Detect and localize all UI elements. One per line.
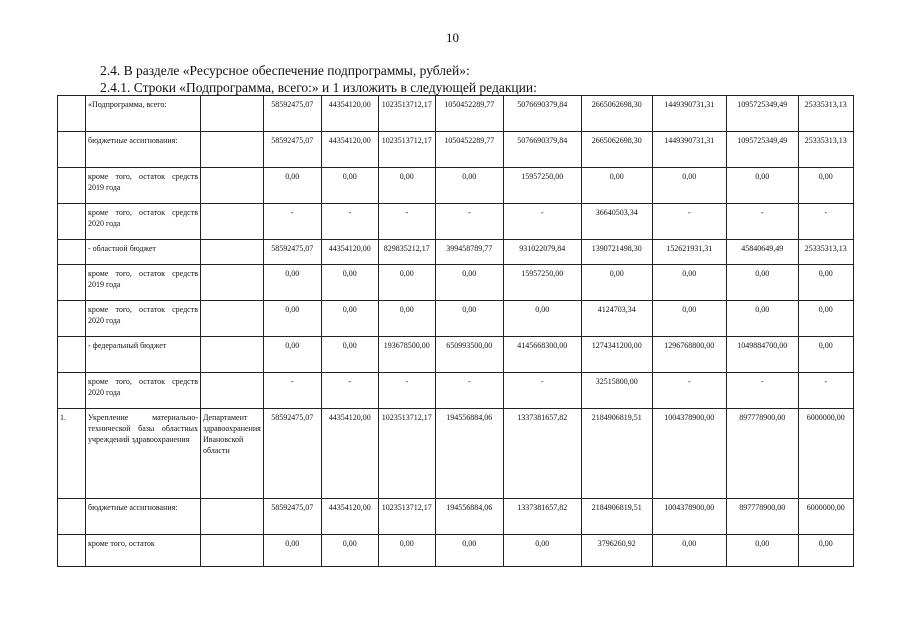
table-row [58, 132, 854, 168]
value-cell: - [263, 204, 321, 240]
value-cell: 1023513712,17 [378, 409, 435, 499]
row-label: кроме того, остаток средств 2019 года [86, 265, 201, 301]
row-label: кроме того, остаток средств 2020 года [86, 204, 201, 240]
value-cell: 2665062698,30 [581, 96, 652, 132]
value-cell: 0,00 [263, 265, 321, 301]
row-label: кроме того, остаток средств 2020 года [86, 373, 201, 409]
row-label: «Подпрограмма, всего: [86, 96, 201, 132]
row-label: кроме того, остаток средств 2020 года [86, 301, 201, 337]
value-cell: 2184906819,51 [581, 409, 652, 499]
value-cell: - [726, 204, 798, 240]
value-cell: 5076690379,84 [503, 132, 581, 168]
value-cell: 44354120,00 [321, 240, 378, 265]
value-cell: 0,00 [652, 265, 726, 301]
value-cell: 1449390731,31 [652, 96, 726, 132]
value-cell: - [726, 373, 798, 409]
value-cell: 0,00 [726, 535, 798, 567]
row-organization [201, 535, 264, 567]
value-cell: 0,00 [263, 337, 321, 373]
row-organization [201, 240, 264, 265]
value-cell: 0,00 [726, 168, 798, 204]
value-cell: 1337381657,82 [503, 409, 581, 499]
value-cell: 1004378900,00 [652, 499, 726, 535]
value-cell: - [435, 373, 503, 409]
resource-table [57, 95, 854, 567]
row-label: кроме того, остаток [86, 535, 201, 567]
value-cell: - [503, 373, 581, 409]
value-cell: 0,00 [652, 535, 726, 567]
row-number [58, 96, 86, 132]
value-cell: 1023513712,17 [378, 96, 435, 132]
value-cell: - [652, 373, 726, 409]
value-cell: 194556884,06 [435, 409, 503, 499]
row-label: бюджетные ассигнования: [86, 132, 201, 168]
table-row [58, 265, 854, 301]
value-cell: - [798, 373, 853, 409]
table-row [58, 373, 854, 409]
value-cell: 897778900,00 [726, 499, 798, 535]
value-cell: 4145668300,00 [503, 337, 581, 373]
row-number [58, 204, 86, 240]
value-cell: 0,00 [652, 301, 726, 337]
value-cell: 1050452289,77 [435, 132, 503, 168]
value-cell: 1095725349,49 [726, 96, 798, 132]
value-cell: 2184906819,51 [581, 499, 652, 535]
value-cell: 1004378900,00 [652, 409, 726, 499]
row-organization [201, 96, 264, 132]
value-cell: - [378, 204, 435, 240]
row-number [58, 168, 86, 204]
value-cell: 0,00 [581, 168, 652, 204]
value-cell: 1390721498,30 [581, 240, 652, 265]
value-cell: 58592475,07 [263, 96, 321, 132]
value-cell: - [435, 204, 503, 240]
value-cell: 650993500,00 [435, 337, 503, 373]
value-cell: 15957250,00 [503, 168, 581, 204]
value-cell: 0,00 [378, 535, 435, 567]
row-number [58, 265, 86, 301]
value-cell: 25335313,13 [798, 132, 853, 168]
value-cell: 6000000,00 [798, 409, 853, 499]
row-number: 1. [58, 409, 86, 499]
value-cell: 5076690379,84 [503, 96, 581, 132]
row-label: - областной бюджет [86, 240, 201, 265]
row-label: - федеральный бюджет [86, 337, 201, 373]
value-cell: 0,00 [726, 265, 798, 301]
value-cell: 58592475,07 [263, 240, 321, 265]
row-number [58, 240, 86, 265]
value-cell: 0,00 [798, 535, 853, 567]
value-cell: 0,00 [263, 535, 321, 567]
value-cell: 44354120,00 [321, 409, 378, 499]
table-row [58, 499, 854, 535]
value-cell: 1049884700,00 [726, 337, 798, 373]
table-row [58, 168, 854, 204]
value-cell: 931022079,84 [503, 240, 581, 265]
row-label: бюджетные ассигнования: [86, 499, 201, 535]
value-cell: 1449390731,31 [652, 132, 726, 168]
value-cell: 0,00 [321, 265, 378, 301]
table-row [58, 96, 854, 132]
value-cell: 0,00 [798, 301, 853, 337]
value-cell: 1274341200,00 [581, 337, 652, 373]
value-cell: 0,00 [798, 265, 853, 301]
value-cell: 1050452289,77 [435, 96, 503, 132]
row-organization: Департамент здравоохранения Ивановской области [201, 409, 264, 499]
value-cell: 0,00 [435, 535, 503, 567]
value-cell: - [321, 373, 378, 409]
value-cell: 58592475,07 [263, 409, 321, 499]
value-cell: 0,00 [652, 168, 726, 204]
row-number [58, 301, 86, 337]
value-cell: 152621931,31 [652, 240, 726, 265]
subsection-heading: 2.4.1. Строки «Подпрограмма, всего:» и 1 изложить в следующей редакции: [100, 80, 537, 95]
row-organization [201, 168, 264, 204]
value-cell: 0,00 [321, 337, 378, 373]
value-cell: 0,00 [378, 265, 435, 301]
row-label: Укрепление материально-технической базы областных учреждений здравоохранения [86, 409, 201, 499]
value-cell: 1095725349,49 [726, 132, 798, 168]
value-cell: 36640503,34 [581, 204, 652, 240]
value-cell: 3796260,92 [581, 535, 652, 567]
value-cell: 0,00 [503, 535, 581, 567]
value-cell: 193678500,00 [378, 337, 435, 373]
value-cell: 4124703,34 [581, 301, 652, 337]
row-number [58, 535, 86, 567]
value-cell: 399458789,77 [435, 240, 503, 265]
table-row [58, 204, 854, 240]
value-cell: - [798, 204, 853, 240]
value-cell: 44354120,00 [321, 96, 378, 132]
row-organization [201, 132, 264, 168]
value-cell: 0,00 [321, 535, 378, 567]
value-cell: 25335313,13 [798, 240, 853, 265]
value-cell: 1296768800,00 [652, 337, 726, 373]
row-label: кроме того, остаток средств 2019 года [86, 168, 201, 204]
table-row [58, 337, 854, 373]
value-cell: 194556884,06 [435, 499, 503, 535]
value-cell: 44354120,00 [321, 499, 378, 535]
row-number [58, 373, 86, 409]
value-cell: - [378, 373, 435, 409]
value-cell: 0,00 [435, 301, 503, 337]
value-cell: - [321, 204, 378, 240]
value-cell: - [263, 373, 321, 409]
value-cell: 25335313,13 [798, 96, 853, 132]
value-cell: 1023513712,17 [378, 132, 435, 168]
table-row [58, 301, 854, 337]
value-cell: 829835212,17 [378, 240, 435, 265]
value-cell: 0,00 [435, 265, 503, 301]
value-cell: 0,00 [503, 301, 581, 337]
section-heading: 2.4. В разделе «Ресурсное обеспечение подпрограммы, рублей»: [100, 63, 470, 78]
row-number [58, 337, 86, 373]
value-cell: 45840649,49 [726, 240, 798, 265]
row-organization [201, 499, 264, 535]
value-cell: 0,00 [378, 168, 435, 204]
value-cell: 6000000,00 [798, 499, 853, 535]
value-cell: 897778900,00 [726, 409, 798, 499]
value-cell: 0,00 [798, 168, 853, 204]
value-cell: - [652, 204, 726, 240]
value-cell: 0,00 [263, 168, 321, 204]
value-cell: 0,00 [378, 301, 435, 337]
value-cell: 0,00 [263, 301, 321, 337]
table-row [58, 409, 854, 499]
value-cell: 1337381657,82 [503, 499, 581, 535]
value-cell: - [503, 204, 581, 240]
value-cell: 0,00 [581, 265, 652, 301]
value-cell: 58592475,07 [263, 499, 321, 535]
value-cell: 2665062698,30 [581, 132, 652, 168]
row-organization [201, 337, 264, 373]
value-cell: 32515800,00 [581, 373, 652, 409]
table-row [58, 240, 854, 265]
row-number [58, 499, 86, 535]
row-organization [201, 265, 264, 301]
value-cell: 58592475,07 [263, 132, 321, 168]
value-cell: 0,00 [321, 168, 378, 204]
row-organization [201, 373, 264, 409]
value-cell: 1023513712,17 [378, 499, 435, 535]
value-cell: 0,00 [435, 168, 503, 204]
row-organization [201, 204, 264, 240]
row-organization [201, 301, 264, 337]
value-cell: 0,00 [726, 301, 798, 337]
value-cell: 0,00 [321, 301, 378, 337]
table-row [58, 535, 854, 567]
page-number: 10 [446, 30, 459, 45]
value-cell: 0,00 [798, 337, 853, 373]
value-cell: 44354120,00 [321, 132, 378, 168]
value-cell: 15957250,00 [503, 265, 581, 301]
row-number [58, 132, 86, 168]
